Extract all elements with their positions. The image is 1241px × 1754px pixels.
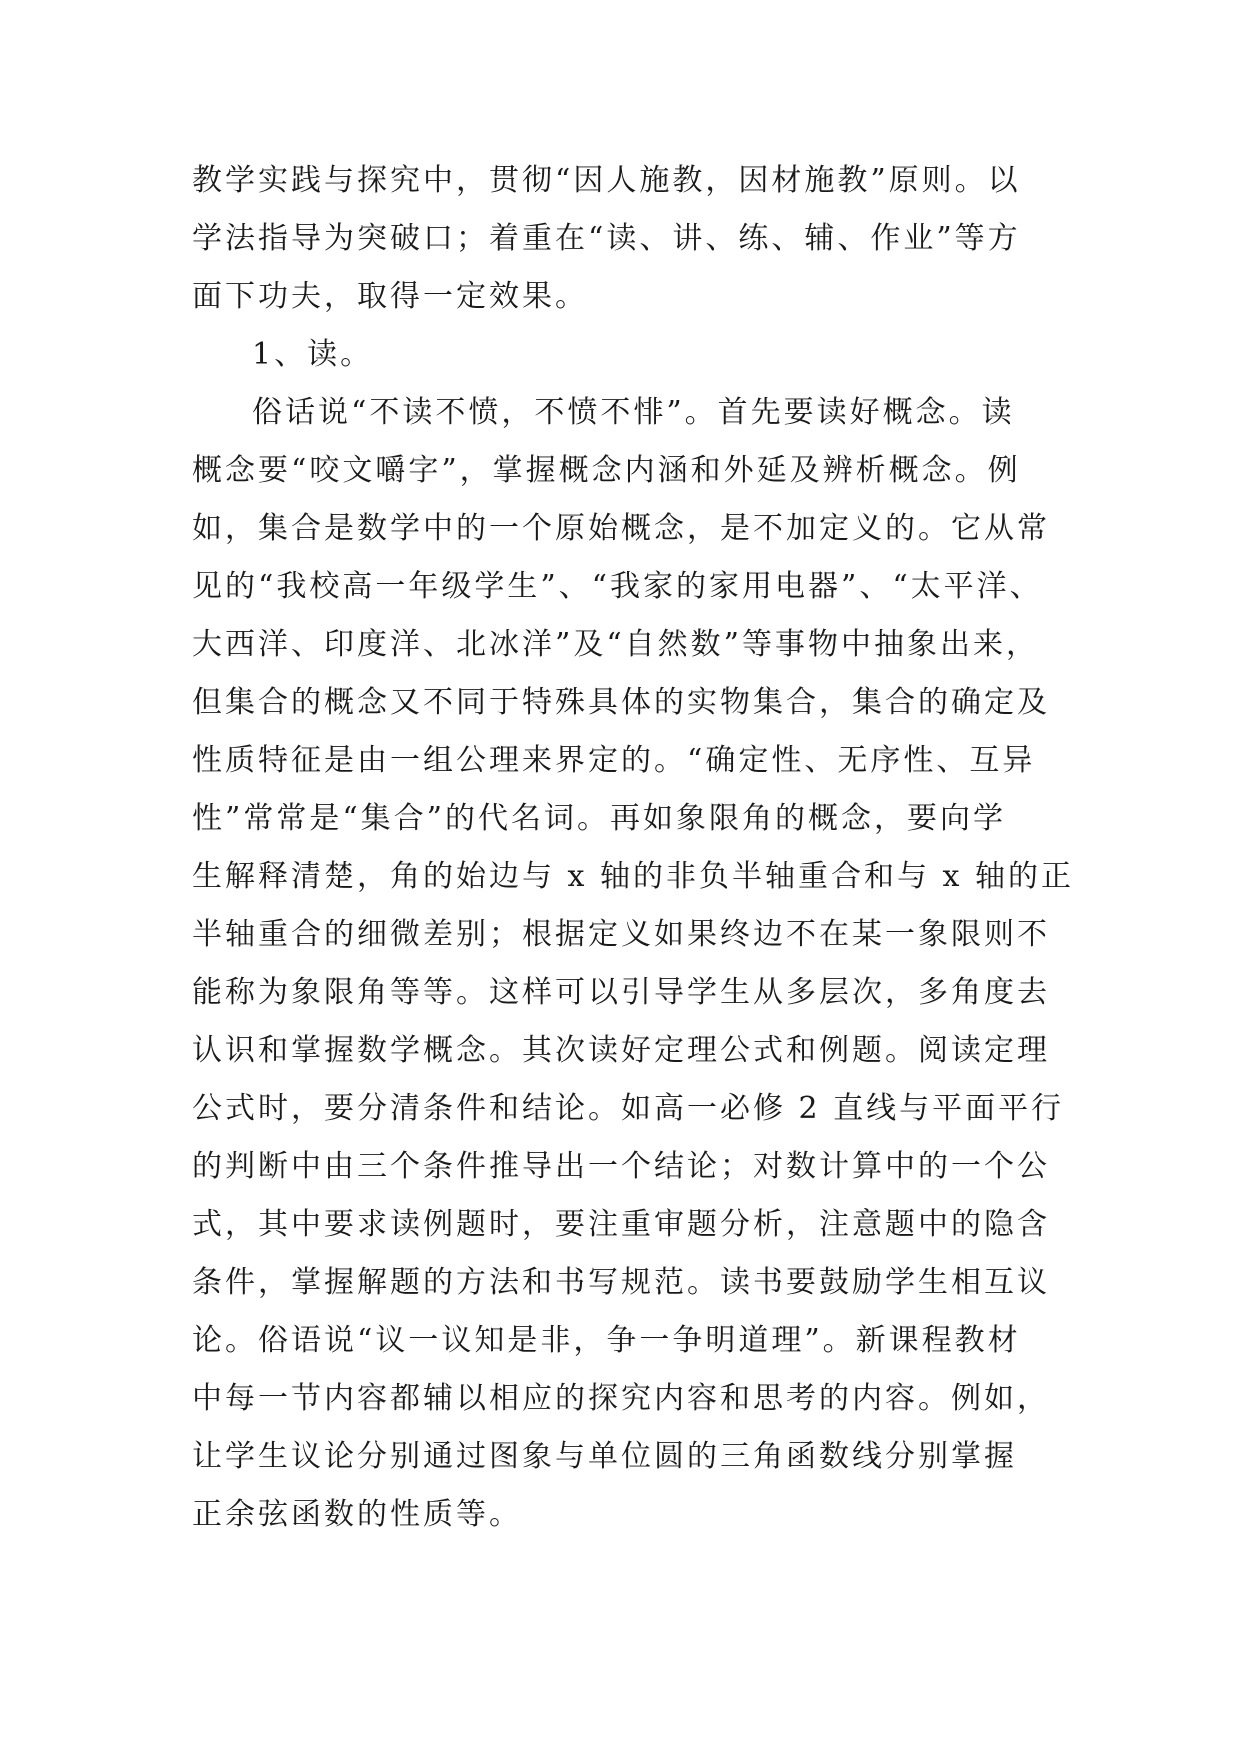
text-line: 条件，掌握解题的方法和书写规范。读书要鼓励学生相互议 bbox=[192, 1265, 1050, 1300]
text-line: 式，其中要求读例题时，要注重审题分析，注意题中的隐含 bbox=[192, 1207, 1050, 1242]
text-line: 论。俗语说“议一议知是非，争一争明道理”。新课程教材 bbox=[192, 1323, 1021, 1358]
text-line: 能称为象限角等等。这样可以引导学生从多层次，多角度去 bbox=[192, 975, 1050, 1010]
text-line: 见的“我校高一年级学生”、“我家的家用电器”、“太平洋、 bbox=[192, 569, 1043, 604]
text-line: 性”常常是“集合”的代名词。再如象限角的概念，要向学 bbox=[192, 801, 1007, 836]
text-line: 但集合的概念又不同于特殊具体的实物集合，集合的确定及 bbox=[192, 685, 1050, 720]
text-line: 如，集合是数学中的一个原始概念，是不加定义的。它从常 bbox=[192, 511, 1050, 546]
text-line: 正余弦函数的性质等。 bbox=[192, 1497, 522, 1532]
text-line: 俗话说“不读不愤，不愤不悱”。首先要读好概念。读 bbox=[252, 395, 1015, 430]
text-line: 大西洋、印度洋、北冰洋”及“自然数”等事物中抽象出来， bbox=[192, 627, 1040, 662]
text-line: 认识和掌握数学概念。其次读好定理公式和例题。阅读定理 bbox=[192, 1033, 1050, 1068]
text-line: 的判断中由三个条件推导出一个结论；对数计算中的一个公 bbox=[192, 1149, 1050, 1184]
text-line: 学法指导为突破口；着重在“读、讲、练、辅、作业”等方 bbox=[192, 221, 1021, 256]
text-line: 性质特征是由一组公理来界定的。“确定性、无序性、互异 bbox=[192, 743, 1036, 778]
section-heading: 1、读。 bbox=[252, 337, 374, 372]
body-text bbox=[192, 152, 1074, 1544]
text-line: 公式时，要分清条件和结论。如高一必修 2 直线与平面平行 bbox=[192, 1091, 1065, 1126]
text-line: 生解释清楚，角的始边与 x 轴的非负半轴重合和与 x 轴的正 bbox=[192, 859, 1074, 894]
text-line: 中每一节内容都辅以相应的探究内容和思考的内容。例如， bbox=[192, 1381, 1050, 1416]
text-line: 让学生议论分别通过图象与单位圆的三角函数线分别掌握 bbox=[192, 1439, 1017, 1474]
text-line: 面下功夫，取得一定效果。 bbox=[192, 279, 588, 314]
text-line: 概念要“咬文嚼字”，掌握概念内涵和外延及辨析概念。例 bbox=[192, 453, 1021, 488]
text-line: 教学实践与探究中，贯彻“因人施教，因材施教”原则。以 bbox=[192, 163, 1021, 198]
text-line: 半轴重合的细微差别；根据定义如果终边不在某一象限则不 bbox=[192, 917, 1050, 952]
